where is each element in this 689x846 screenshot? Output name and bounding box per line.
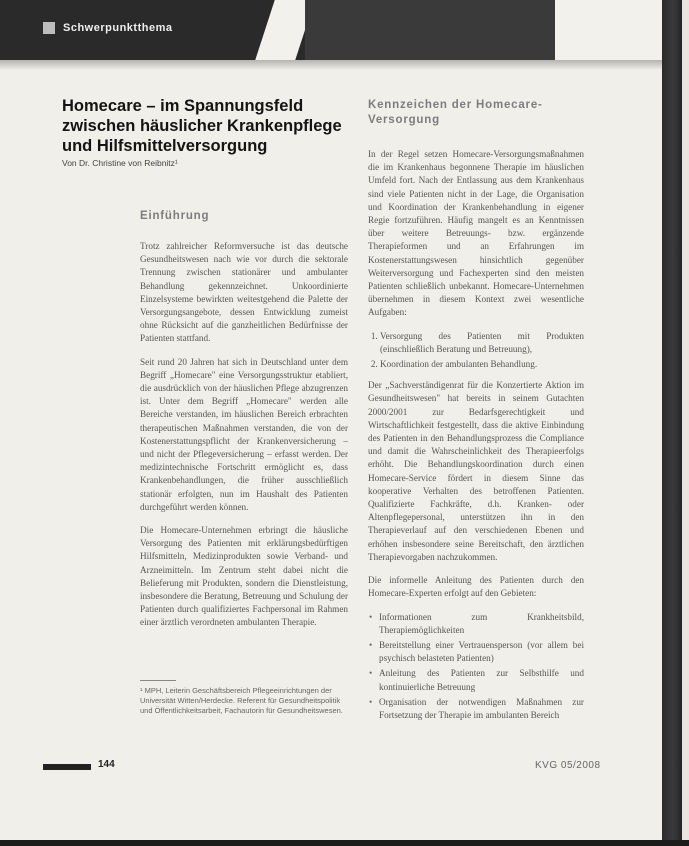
book-spine [662,0,689,846]
bullet-list [368,611,584,723]
right-paragraph: Die informelle Anleitung des Patienten durch den Homecare-Experten erfolgt auf den Gebieten: [368,575,584,599]
bullet-item: • Informationen zum Krankheitsbild, Therapiemöglichkeiten [379,611,584,637]
bullet-item: • Bereitstellung einer Vertrauensperson (vor allem bei psychisch belasteten Patienten) [379,639,584,665]
bullet-item: • Organisation der notwendigen Maßnahmen zur Fortsetzung der Therapie im ambulanten Bereich [379,696,584,722]
article-title: Homecare – im Spannungsfeld zwischen häuslicher Krankenpflege und Hilfsmittelversorgung [62,97,342,155]
task-list [368,330,584,372]
page-number: 144 [98,759,115,770]
right-paragraph: In der Regel setzen Homecare-Versorgungsmaßnahmen die im Krankenhaus begonnene Therapie im häuslichen Umfeld fort. Nach der Entlassung aus dem Krankenhaus sind viele Patienten nicht in der Lage, die Organisation und Koordination der Krankenbehandlung in eigener Regie fortzuführen. Häufig mangelt es an Kenntnissen über weitere Betreuungs- bzw. ergänzende Therapieformen und an Erfahrungen im Kostenerstattungswesen hinsichtlich gegenüber Weiterversorgung und Fachexperten sind den meisten Patienten schließlich unbekannt. Homecare-Unternehmen übernehmen in diesem Kontext zwei wesentliche Aufgaben: [368,149,584,318]
right-paragraph: Der „Sachverständigenrat für die Konzertierte Aktion im Gesundheitswesen" hat bereits in seinem Gutachten 2000/2001 zur Bedarfsgerechtigkeit und Wirtschaftlichkeit festgestellt, dass die aktive Einbindung des Patienten in den Behandlungsprozess die Compliance und damit die Wahrscheinlichkeit des Therapieerfolgs erhöht. Die Behandlungskoordination durch einen Homecare-Service fördert in diesem Sinne das kooperative Verhalten des betroffenen Patienten. Qualifizierte Fachkräfte, d.h. Kranken- oder Altenpflegepersonal, unterstützen ihn in den Therapieverlauf auf den verschiedenen Ebenen und erhöhen insbesondere seine Bereitschaft, den ärztlichen Therapievorgaben nachzukommen. [368,380,584,562]
footnote-rule [140,680,176,681]
left-section-heading: Einführung [140,210,210,222]
left-paragraph: Seit rund 20 Jahren hat sich in Deutschland unter dem Begriff „Homecare" eine Versorgungsstruktur etabliert, die ausdrücklich von der häuslichen Pflege abzugrenzen ist. Unter dem Begriff „Homecare" werden alle Bereiche verstanden, im häuslichen Bereich erbrachten therapeutischen Maßnahmen verstanden, die von der Kostenerstattungspflicht der Krankenversicherung – und nicht der Pflegeversicherung – erfasst werden. Der medizintechnische Fortschritt ermöglicht es, dass Krankenbehandlungen, die früher ausschließlich stationär erfolgten, nun im Haushalt des Patienten durchgeführt werden können. [140,356,348,512]
article-byline: Von Dr. Christine von Reibnitz¹ [62,158,178,168]
left-paragraph: Die Homecare-Unternehmen erbringt die häusliche Versorgung des Patienten mit erklärungsbedürftigen Hilfsmitteln, Medizinprodukten sowie Verband- und Arzneimitteln. Im Zentrum steht dabei nicht die Belieferung mit Produkten, sondern die Dienstleistung, insbesondere die Beratung, Betreuung und Schulung der Patienten durch qualifiziertes Fachpersonal im Rahmen einer ärztlich verordneten ambulanten Therapie. [140,525,348,628]
header-dark-block [305,0,555,60]
page-footer [0,758,662,776]
next-page-edge [682,0,689,846]
left-paragraph: Trotz zahlreicher Reformversuche ist das deutsche Gesundheitswesen nach wie vor durch die sektorale Trennung zwischen stationärer und ambulanter Behandlung gekennzeichnet. Unkoordinierte Einzelsysteme bewirkten weitestgehend die Palette der Versorgungsangebote, dessen Entwicklung zumeist ohne Rücksicht auf die ganzheitlichen Bedürfnisse der Patienten stattfand. [140,241,348,344]
bullet-item: • Anleitung des Patienten zur Selbsthilfe und kontinuierliche Betreuung [379,667,584,693]
right-column [368,148,584,724]
footnote: ¹ MPH, Leiterin Geschäftsbereich Pflegeeinrichtungen der Universität Witten/Herdecke. Referent für Gesundheitspolitik und Öffentlichkeitsarbeit, Fachautorin für Gesundheitswesen. [140,686,343,715]
left-column [140,240,348,640]
right-section-heading: Kennzeichen der Homecare-Versorgung [368,99,543,126]
header-light-block [555,0,662,60]
section-tag [43,22,172,34]
issue-label: KVG 05/2008 [535,760,601,771]
section-square-icon [43,22,55,34]
list-item: 1. Versorgung des Patienten mit Produkten (einschließlich Beratung und Betreuung), [380,330,584,356]
header-band [0,0,662,60]
section-tag-label: Schwerpunktthema [63,22,173,34]
footer-bar [43,764,91,770]
bottom-shadow [0,840,689,846]
header-shadow [0,60,662,70]
list-item: 2. Koordination der ambulanten Behandlung. [380,358,584,371]
